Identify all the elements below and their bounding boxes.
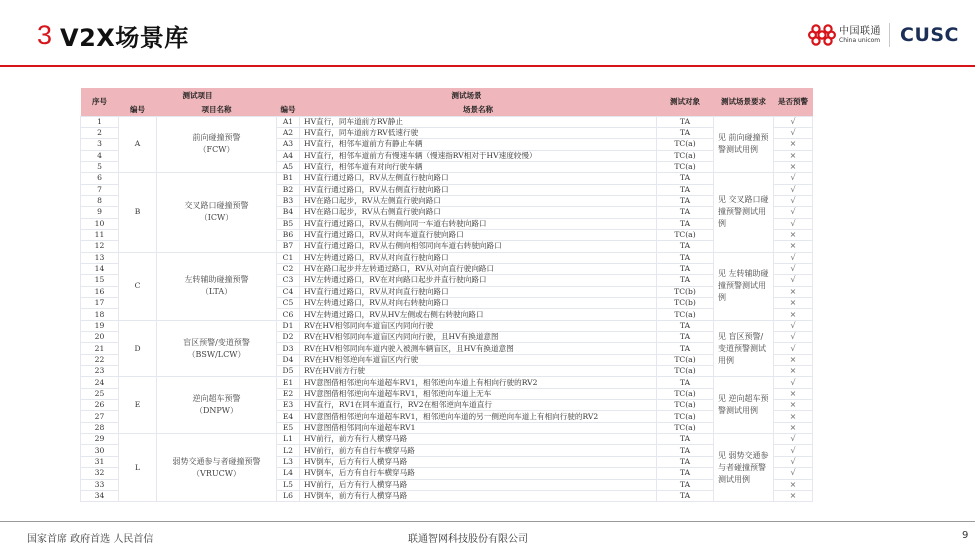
warning-mark-cell: √ bbox=[774, 173, 813, 184]
scene-code-cell: L1 bbox=[277, 434, 300, 445]
warning-mark-cell: √ bbox=[774, 377, 813, 388]
test-object-cell: TA bbox=[657, 456, 714, 467]
scene-code-cell: C3 bbox=[277, 275, 300, 286]
seq-cell: 15 bbox=[81, 275, 119, 286]
header-item-name: 项目名称 bbox=[157, 102, 277, 116]
scene-name-cell: HV直行通过路口，RV从左侧直行驶向路口 bbox=[300, 173, 657, 184]
test-object-cell: TC(a) bbox=[657, 229, 714, 240]
test-object-cell: TC(a) bbox=[657, 139, 714, 150]
scene-name-cell: HV直行通过路口，RV从对向直行驶向路口 bbox=[300, 286, 657, 297]
warning-mark-cell: √ bbox=[774, 195, 813, 206]
header-item-code: 编号 bbox=[119, 102, 157, 116]
seq-cell: 19 bbox=[81, 320, 119, 331]
scene-code-cell: C5 bbox=[277, 298, 300, 309]
scene-code-cell: B7 bbox=[277, 241, 300, 252]
scene-name-cell: HV意图借相邻同向车道超车RV1 bbox=[300, 422, 657, 433]
table-row bbox=[81, 173, 813, 184]
header-scene-requirement: 测试场景要求 bbox=[714, 88, 774, 116]
v2x-scene-table bbox=[80, 88, 813, 502]
item-abbr: （VRUCW） bbox=[192, 468, 241, 478]
warning-mark-cell: × bbox=[774, 388, 813, 399]
test-object-cell: TC(a) bbox=[657, 422, 714, 433]
seq-cell: 14 bbox=[81, 263, 119, 274]
logo-en-text: China unicom bbox=[839, 36, 881, 44]
warning-mark-cell: √ bbox=[774, 468, 813, 479]
test-object-cell: TC(a) bbox=[657, 388, 714, 399]
seq-cell: 20 bbox=[81, 332, 119, 343]
test-object-cell: TA bbox=[657, 275, 714, 286]
item-name-cell bbox=[157, 377, 277, 434]
test-object-cell: TA bbox=[657, 218, 714, 229]
header-test-object: 测试对象 bbox=[657, 88, 714, 116]
table-row bbox=[81, 434, 813, 445]
seq-cell: 27 bbox=[81, 411, 119, 422]
test-object-cell: TA bbox=[657, 320, 714, 331]
logo-area bbox=[808, 20, 959, 50]
test-object-cell: TC(a) bbox=[657, 150, 714, 161]
seq-cell: 10 bbox=[81, 218, 119, 229]
table-row bbox=[81, 252, 813, 263]
test-object-cell: TA bbox=[657, 343, 714, 354]
warning-mark-cell: √ bbox=[774, 263, 813, 274]
header-is-warning: 是否预警 bbox=[774, 88, 813, 116]
test-object-cell: TA bbox=[657, 195, 714, 206]
scene-requirement-cell: 见 前向碰撞预警测试用例 bbox=[714, 116, 774, 173]
scene-code-cell: L2 bbox=[277, 445, 300, 456]
scene-name-cell: HV左转通过路口，RV从HV左侧或右侧右转驶向路口 bbox=[300, 309, 657, 320]
warning-mark-cell: √ bbox=[774, 116, 813, 127]
scene-code-cell: E4 bbox=[277, 411, 300, 422]
section-title: V2X场景库 bbox=[60, 23, 189, 52]
test-object-cell: TA bbox=[657, 445, 714, 456]
scene-name-cell: HV直行，相邻车道前方有静止车辆 bbox=[300, 139, 657, 150]
scene-code-cell: E2 bbox=[277, 388, 300, 399]
seq-cell: 18 bbox=[81, 309, 119, 320]
warning-mark-cell: √ bbox=[774, 127, 813, 138]
scene-name-cell: HV直行，同车道前方RV静止 bbox=[300, 116, 657, 127]
scene-name-cell: HV直行，同车道前方RV低速行驶 bbox=[300, 127, 657, 138]
seq-cell: 28 bbox=[81, 422, 119, 433]
header-test-scene: 测试场景 bbox=[277, 88, 657, 102]
item-abbr: （DNPW） bbox=[194, 406, 239, 416]
seq-cell: 32 bbox=[81, 468, 119, 479]
test-object-cell: TC(b) bbox=[657, 286, 714, 297]
warning-mark-cell: √ bbox=[774, 320, 813, 331]
seq-cell: 21 bbox=[81, 343, 119, 354]
seq-cell: 16 bbox=[81, 286, 119, 297]
scene-name-cell: HV前行，前方有行人横穿马路 bbox=[300, 434, 657, 445]
seq-cell: 6 bbox=[81, 173, 119, 184]
logo-divider bbox=[889, 23, 890, 47]
item-code-cell: E bbox=[119, 377, 157, 434]
logo-cn-text: 中国联通 bbox=[839, 25, 881, 37]
warning-mark-cell: × bbox=[774, 479, 813, 490]
scene-name-cell: HV在路口起步，RV从左侧直行驶向路口 bbox=[300, 195, 657, 206]
test-object-cell: TA bbox=[657, 116, 714, 127]
scene-code-cell: D1 bbox=[277, 320, 300, 331]
scene-name-cell: HV直行通过路口，RV从右侧向同一车道右转驶向路口 bbox=[300, 218, 657, 229]
scene-requirement-cell: 见 逆向超车预警测试用例 bbox=[714, 377, 774, 434]
header-scene-name: 场景名称 bbox=[300, 102, 657, 116]
seq-cell: 23 bbox=[81, 366, 119, 377]
scene-code-cell: A2 bbox=[277, 127, 300, 138]
seq-cell: 26 bbox=[81, 400, 119, 411]
scene-code-cell: E5 bbox=[277, 422, 300, 433]
test-object-cell: TA bbox=[657, 252, 714, 263]
test-object-cell: TC(a) bbox=[657, 161, 714, 172]
scene-requirement-cell: 见 左转辅助碰撞预警测试用例 bbox=[714, 252, 774, 320]
scene-name-cell: HV左转通过路口，RV在对向路口起步并直行驶向路口 bbox=[300, 275, 657, 286]
warning-mark-cell: × bbox=[774, 139, 813, 150]
warning-mark-cell: × bbox=[774, 411, 813, 422]
header-test-item: 测试项目 bbox=[119, 88, 277, 102]
seq-cell: 34 bbox=[81, 490, 119, 501]
test-object-cell: TA bbox=[657, 490, 714, 501]
seq-cell: 24 bbox=[81, 377, 119, 388]
scene-name-cell: HV直行通过路口，RV从右侧向相邻同向车道右转驶向路口 bbox=[300, 241, 657, 252]
section-number: 3 bbox=[37, 19, 53, 50]
scene-name-cell: HV在路口起步，RV从右侧直行驶向路口 bbox=[300, 207, 657, 218]
seq-cell: 2 bbox=[81, 127, 119, 138]
scene-name-cell: RV在HV相邻同向车道盲区内同向行驶，且HV有换道意图 bbox=[300, 332, 657, 343]
scene-name-cell: HV意图借相邻逆向车道超车RV1，相邻逆向车道的另一侧逆向车道上有相向行驶的RV2 bbox=[300, 411, 657, 422]
scene-name-cell: HV倒车，后方有行人横穿马路 bbox=[300, 456, 657, 467]
test-object-cell: TA bbox=[657, 207, 714, 218]
scene-name-cell: RV在HV相邻同向车道内驶入被测车辆盲区，且HV有换道意图 bbox=[300, 343, 657, 354]
page-title bbox=[37, 17, 189, 53]
warning-mark-cell: × bbox=[774, 298, 813, 309]
scene-requirement-cell: 见 盲区预警/变道预警测试用例 bbox=[714, 320, 774, 377]
scene-code-cell: E1 bbox=[277, 377, 300, 388]
scene-name-cell: HV意图借相邻逆向车道超车RV1，相邻逆向车道上有相向行驶的RV2 bbox=[300, 377, 657, 388]
header-divider bbox=[0, 65, 975, 67]
warning-mark-cell: √ bbox=[774, 332, 813, 343]
warning-mark-cell: × bbox=[774, 286, 813, 297]
scene-code-cell: L4 bbox=[277, 468, 300, 479]
scene-code-cell: B3 bbox=[277, 195, 300, 206]
item-abbr: （LTA） bbox=[200, 287, 233, 297]
scene-name-cell: HV左转通过路口，RV从对向直行驶向路口 bbox=[300, 252, 657, 263]
scene-code-cell: L3 bbox=[277, 456, 300, 467]
item-name: 盲区预警/变道预警 bbox=[183, 337, 250, 347]
header-scene-code: 编号 bbox=[277, 102, 300, 116]
scene-code-cell: A1 bbox=[277, 116, 300, 127]
seq-cell: 8 bbox=[81, 195, 119, 206]
test-object-cell: TA bbox=[657, 184, 714, 195]
scene-name-cell: HV前行，后方有行人横穿马路 bbox=[300, 479, 657, 490]
item-abbr: （BSW/LCW） bbox=[187, 349, 246, 359]
item-abbr: （ICW） bbox=[199, 213, 234, 223]
test-object-cell: TA bbox=[657, 173, 714, 184]
item-code-cell: C bbox=[119, 252, 157, 320]
scene-requirement-cell: 见 交叉路口碰撞预警测试用例 bbox=[714, 173, 774, 252]
cusc-logo: CUSC bbox=[900, 24, 959, 46]
scene-code-cell: A5 bbox=[277, 161, 300, 172]
scene-name-cell: RV在HV相邻同向车道盲区内同向行驶 bbox=[300, 320, 657, 331]
scene-code-cell: C2 bbox=[277, 263, 300, 274]
seq-cell: 29 bbox=[81, 434, 119, 445]
item-name-cell bbox=[157, 320, 277, 377]
test-object-cell: TC(b) bbox=[657, 298, 714, 309]
scene-requirement-cell: 见 弱势交通参与者碰撞预警测试用例 bbox=[714, 434, 774, 502]
item-abbr: （FCW） bbox=[198, 145, 235, 155]
item-name: 前向碰撞预警 bbox=[192, 133, 241, 143]
scene-code-cell: C1 bbox=[277, 252, 300, 263]
seq-cell: 9 bbox=[81, 207, 119, 218]
seq-cell: 25 bbox=[81, 388, 119, 399]
seq-cell: 31 bbox=[81, 456, 119, 467]
seq-cell: 17 bbox=[81, 298, 119, 309]
scene-code-cell: B5 bbox=[277, 218, 300, 229]
table-row bbox=[81, 377, 813, 388]
scene-code-cell: C6 bbox=[277, 309, 300, 320]
seq-cell: 11 bbox=[81, 229, 119, 240]
test-object-cell: TA bbox=[657, 479, 714, 490]
scene-code-cell: D5 bbox=[277, 366, 300, 377]
item-name-cell bbox=[157, 173, 277, 252]
scene-name-cell: HV直行通过路口，RV从对向车道直行驶向路口 bbox=[300, 229, 657, 240]
item-name: 交叉路口碰撞预警 bbox=[184, 201, 249, 211]
scene-code-cell: B2 bbox=[277, 184, 300, 195]
scene-name-cell: HV倒车，前方有行人横穿马路 bbox=[300, 490, 657, 501]
item-name: 逆向超车预警 bbox=[192, 394, 241, 404]
seq-cell: 5 bbox=[81, 161, 119, 172]
warning-mark-cell: √ bbox=[774, 218, 813, 229]
scene-code-cell: A3 bbox=[277, 139, 300, 150]
warning-mark-cell: × bbox=[774, 150, 813, 161]
warning-mark-cell: × bbox=[774, 490, 813, 501]
scene-code-cell: B4 bbox=[277, 207, 300, 218]
china-unicom-knot-icon bbox=[808, 23, 836, 47]
table-body bbox=[81, 116, 813, 502]
scene-name-cell: HV直行，RV1在同车道直行，RV2在相邻逆向车道直行 bbox=[300, 400, 657, 411]
scene-name-cell: HV意图借相邻逆向车道超车RV1，相邻逆向车道上无车 bbox=[300, 388, 657, 399]
scene-name-cell: RV在HV前方行驶 bbox=[300, 366, 657, 377]
seq-cell: 13 bbox=[81, 252, 119, 263]
warning-mark-cell: √ bbox=[774, 207, 813, 218]
seq-cell: 1 bbox=[81, 116, 119, 127]
test-object-cell: TC(a) bbox=[657, 354, 714, 365]
warning-mark-cell: √ bbox=[774, 275, 813, 286]
seq-cell: 33 bbox=[81, 479, 119, 490]
scene-name-cell: HV直行，相邻车道有对向行驶车辆 bbox=[300, 161, 657, 172]
table-row bbox=[81, 116, 813, 127]
test-object-cell: TA bbox=[657, 332, 714, 343]
test-object-cell: TC(a) bbox=[657, 366, 714, 377]
item-code-cell: D bbox=[119, 320, 157, 377]
test-object-cell: TA bbox=[657, 377, 714, 388]
scene-code-cell: D2 bbox=[277, 332, 300, 343]
warning-mark-cell: √ bbox=[774, 456, 813, 467]
scene-code-cell: B6 bbox=[277, 229, 300, 240]
item-code-cell: A bbox=[119, 116, 157, 173]
scene-name-cell: HV直行，相邻车道前方有慢速车辆（慢速指RV相对于HV速度较慢） bbox=[300, 150, 657, 161]
test-object-cell: TA bbox=[657, 434, 714, 445]
warning-mark-cell: √ bbox=[774, 445, 813, 456]
scene-name-cell: HV直行通过路口，RV从右侧直行驶向路口 bbox=[300, 184, 657, 195]
test-object-cell: TC(a) bbox=[657, 411, 714, 422]
scene-code-cell: E3 bbox=[277, 400, 300, 411]
test-object-cell: TC(a) bbox=[657, 309, 714, 320]
warning-mark-cell: × bbox=[774, 229, 813, 240]
warning-mark-cell: √ bbox=[774, 184, 813, 195]
warning-mark-cell: × bbox=[774, 161, 813, 172]
warning-mark-cell: × bbox=[774, 354, 813, 365]
seq-cell: 30 bbox=[81, 445, 119, 456]
warning-mark-cell: × bbox=[774, 241, 813, 252]
scene-code-cell: L6 bbox=[277, 490, 300, 501]
china-unicom-logo bbox=[839, 27, 881, 44]
warning-mark-cell: × bbox=[774, 400, 813, 411]
scene-code-cell: L5 bbox=[277, 479, 300, 490]
item-name: 弱势交通参与者碰撞预警 bbox=[172, 456, 261, 466]
scene-name-cell: HV倒车，后方有自行车横穿马路 bbox=[300, 468, 657, 479]
seq-cell: 7 bbox=[81, 184, 119, 195]
test-object-cell: TA bbox=[657, 263, 714, 274]
scene-code-cell: B1 bbox=[277, 173, 300, 184]
warning-mark-cell: √ bbox=[774, 434, 813, 445]
scene-name-cell: HV前行，前方有自行车横穿马路 bbox=[300, 445, 657, 456]
warning-mark-cell: √ bbox=[774, 252, 813, 263]
warning-mark-cell: √ bbox=[774, 343, 813, 354]
scene-name-cell: RV在HV相邻逆向车道盲区内行驶 bbox=[300, 354, 657, 365]
seq-cell: 3 bbox=[81, 139, 119, 150]
scene-code-cell: D4 bbox=[277, 354, 300, 365]
footer-company: 联通智网科技股份有限公司 bbox=[408, 534, 528, 545]
item-code-cell: L bbox=[119, 434, 157, 502]
scene-code-cell: C4 bbox=[277, 286, 300, 297]
page-number: 9 bbox=[962, 530, 969, 541]
item-code-cell: B bbox=[119, 173, 157, 252]
seq-cell: 22 bbox=[81, 354, 119, 365]
test-object-cell: TA bbox=[657, 241, 714, 252]
table-row bbox=[81, 320, 813, 331]
seq-cell: 4 bbox=[81, 150, 119, 161]
test-object-cell: TA bbox=[657, 468, 714, 479]
warning-mark-cell: × bbox=[774, 366, 813, 377]
scene-name-cell: HV在路口起步并左转通过路口，RV从对向直行驶向路口 bbox=[300, 263, 657, 274]
footer-divider bbox=[0, 521, 975, 522]
warning-mark-cell: × bbox=[774, 309, 813, 320]
item-name-cell bbox=[157, 434, 277, 502]
test-object-cell: TC(a) bbox=[657, 400, 714, 411]
test-object-cell: TA bbox=[657, 127, 714, 138]
item-name-cell bbox=[157, 116, 277, 173]
seq-cell: 12 bbox=[81, 241, 119, 252]
scene-code-cell: D3 bbox=[277, 343, 300, 354]
item-name: 左转辅助碰撞预警 bbox=[184, 275, 249, 285]
item-name-cell bbox=[157, 252, 277, 320]
scene-code-cell: A4 bbox=[277, 150, 300, 161]
scene-name-cell: HV左转通过路口，RV从对向右转驶向路口 bbox=[300, 298, 657, 309]
warning-mark-cell: × bbox=[774, 422, 813, 433]
header-seq: 序号 bbox=[81, 88, 119, 116]
footer-slogan: 国家首席 政府首选 人民首信 bbox=[27, 534, 154, 545]
